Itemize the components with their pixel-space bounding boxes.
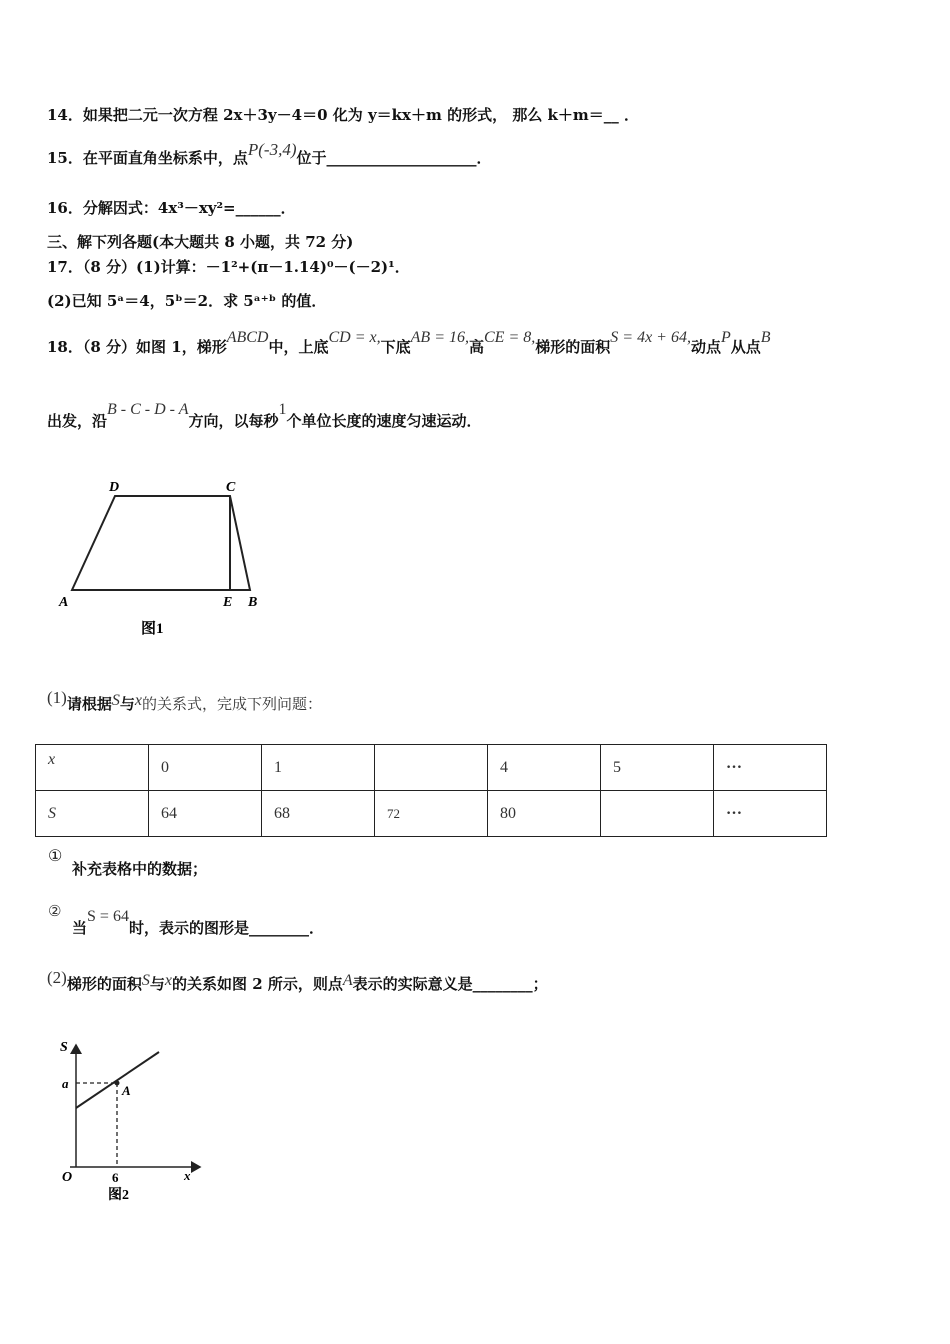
part-1-text-b: 与 [119,695,135,713]
q18-line2-text-3: 个单位长度的速度匀速运动． [286,412,482,430]
table-cell: 1 [262,745,375,791]
table-cell-ellipsis: … [714,745,827,791]
q18-math-p: P [720,329,731,346]
label-x: x [184,1168,191,1183]
trapezoid-shape [72,496,250,590]
q18-math-abcd: ABCD [226,329,269,346]
figure-1-trapezoid [55,475,270,645]
value-table [35,744,827,837]
label-a-lower: a [62,1076,69,1091]
q18-text-6: 动点 [690,338,721,356]
label-o: O [62,1170,73,1185]
question-16: 16．分解因式：4x³－xy²=______． [47,199,296,217]
figure-1-caption: 图1 [141,621,164,637]
q18-text-1: 18．（8 分）如图 1，梯形 [47,338,227,356]
table-row-s [36,791,827,837]
label-e: E [223,595,233,610]
part-1-instruction [47,688,322,714]
q18-math-ab: AB = 16, [410,329,469,346]
point-a [115,1081,120,1086]
section-3-title: 三、解下列各题(本大题共 8 小题，共 72 分) [47,233,354,251]
part-2-text [47,968,548,994]
q18-math-path: B - C - D - A [107,401,189,418]
table-cell: 72 [375,791,488,837]
q15-point: P(-3,4) [247,140,297,159]
part-1-text-a: 请根据 [66,695,112,713]
table-cell: 64 [149,791,262,837]
q15-suffix: 位于____________________． [296,149,492,167]
table-row-x [36,745,827,791]
label-b: B [248,595,258,610]
label-s: S [60,1040,68,1055]
table-cell: 80 [488,791,601,837]
q18-math-s: S = 4x + 64, [610,329,691,346]
label-six: 6 [112,1170,119,1185]
sub-2-text-b: 时，表示的图形是________． [128,919,324,937]
question-18-line2 [47,401,482,431]
table-cell: x [36,745,149,791]
table-cell: 5 [601,745,714,791]
question-15 [47,140,492,168]
q18-math-cd: CD = x, [328,329,381,346]
label-c: C [226,480,236,495]
part-2-text-b: 与 [149,975,165,993]
q18-text-2: 中，上底 [268,338,329,356]
part-1-math-s: S [111,692,120,709]
question-17-line2: (2)已知 5ᵃ＝4，5ᵇ＝2．求 5ᵃ⁺ᵇ 的值． [47,292,327,310]
sub-question-1-text: 补充表格中的数据； [72,860,208,878]
figure-2-graph [50,1035,210,1210]
part-1-text-c: 的关系式，完成下列问题： [141,697,322,713]
part-2-text-a: 梯形的面积 [66,975,142,993]
q15-prefix: 15．在平面直角坐标系中，点 [47,149,248,167]
sub-2-text-a: 当 [72,919,88,937]
part-2-text-d: 表示的实际意义是________； [352,975,548,993]
q18-text-5: 梯形的面积 [535,338,611,356]
q18-line2-text-2: 方向，以每秒 [188,412,279,430]
sub-question-2-text [72,908,324,938]
question-18-line1 [47,329,771,357]
table-cell-ellipsis: … [714,791,827,837]
q18-line2-text-1: 出发，沿 [47,412,108,430]
sub-question-2-mark: ② [48,902,62,920]
label-a-upper: A [122,1083,131,1098]
part-2-number: (2) [47,968,67,987]
table-cell-blank[interactable] [375,745,488,791]
sub-2-math: S = 64 [87,908,129,925]
part-2-text-c: 的关系如图 2 所示，则点 [171,975,343,993]
table-cell: 68 [262,791,375,837]
part-1-number: (1) [47,688,67,707]
label-d: D [109,480,120,495]
part-2-math-s: S [141,972,150,989]
q18-text-4: 高 [468,338,484,356]
q18-math-one: 1 [278,401,287,418]
question-17-line1: 17．（8 分）(1)计算：－1²+(π－1.14)⁰－(－2)¹． [47,258,410,276]
q18-math-b: B [760,329,771,346]
table-cell-blank[interactable] [601,791,714,837]
part-2-math-x: x [164,972,172,989]
question-14: 14．如果把二元一次方程 2x＋3y－4＝0 化为 y＝kx＋m 的形式， 那么 k＋m＝__ ． [47,106,640,124]
table-cell: 4 [488,745,601,791]
table-cell: 0 [149,745,262,791]
part-2-math-a: A [342,972,353,989]
sub-question-1-mark: ① [48,846,63,865]
table-cell: S [36,791,149,837]
label-a: A [59,595,69,610]
figure-2-caption: 图2 [108,1188,129,1203]
part-1-math-x: x [134,692,142,709]
q18-text-3: 下底 [380,338,411,356]
q18-text-7: 从点 [730,338,761,356]
q18-math-ce: CE = 8, [484,329,536,346]
